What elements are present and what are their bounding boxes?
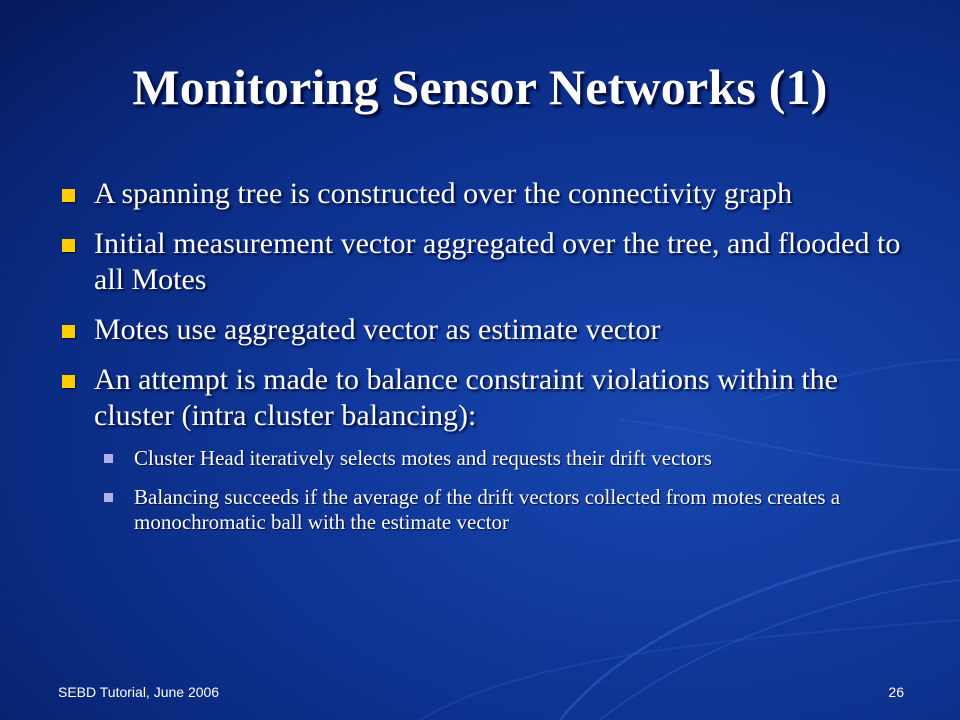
bullet-item xyxy=(60,176,920,212)
bullet-item xyxy=(60,226,920,298)
sub-bullet-list xyxy=(94,446,920,535)
footer-text: SEBD Tutorial, June 2006 xyxy=(58,684,220,700)
bullet-item xyxy=(60,362,920,535)
square-bullet-icon xyxy=(62,325,75,338)
page-number: 26 xyxy=(888,684,904,700)
square-sub-bullet-icon xyxy=(104,493,113,502)
sub-bullet-text: Balancing succeeds if the average of the drift vectors collected from motes creates a monochromatic ball with the estimate vector xyxy=(134,485,841,534)
sub-bullet-item xyxy=(102,446,920,471)
square-sub-bullet-icon xyxy=(104,454,113,463)
bullet-item xyxy=(60,312,920,348)
sub-bullet-text: Cluster Head iteratively selects motes and requests their drift vectors xyxy=(134,446,712,470)
square-bullet-icon xyxy=(62,375,75,388)
square-bullet-icon xyxy=(62,189,75,202)
bullet-text: Motes use aggregated vector as estimate vector xyxy=(94,313,661,346)
bullet-list xyxy=(60,176,920,549)
square-bullet-icon xyxy=(62,239,75,252)
bullet-text: A spanning tree is constructed over the connectivity graph xyxy=(94,177,793,210)
sub-bullet-item xyxy=(102,485,920,535)
bullet-text: An attempt is made to balance constraint violations within the cluster (intra cluster balancing): xyxy=(94,363,838,432)
slide-title: Monitoring Sensor Networks (1) xyxy=(132,59,828,115)
bullet-text: Initial measurement vector aggregated over the tree, and flooded to all Motes xyxy=(94,227,901,296)
